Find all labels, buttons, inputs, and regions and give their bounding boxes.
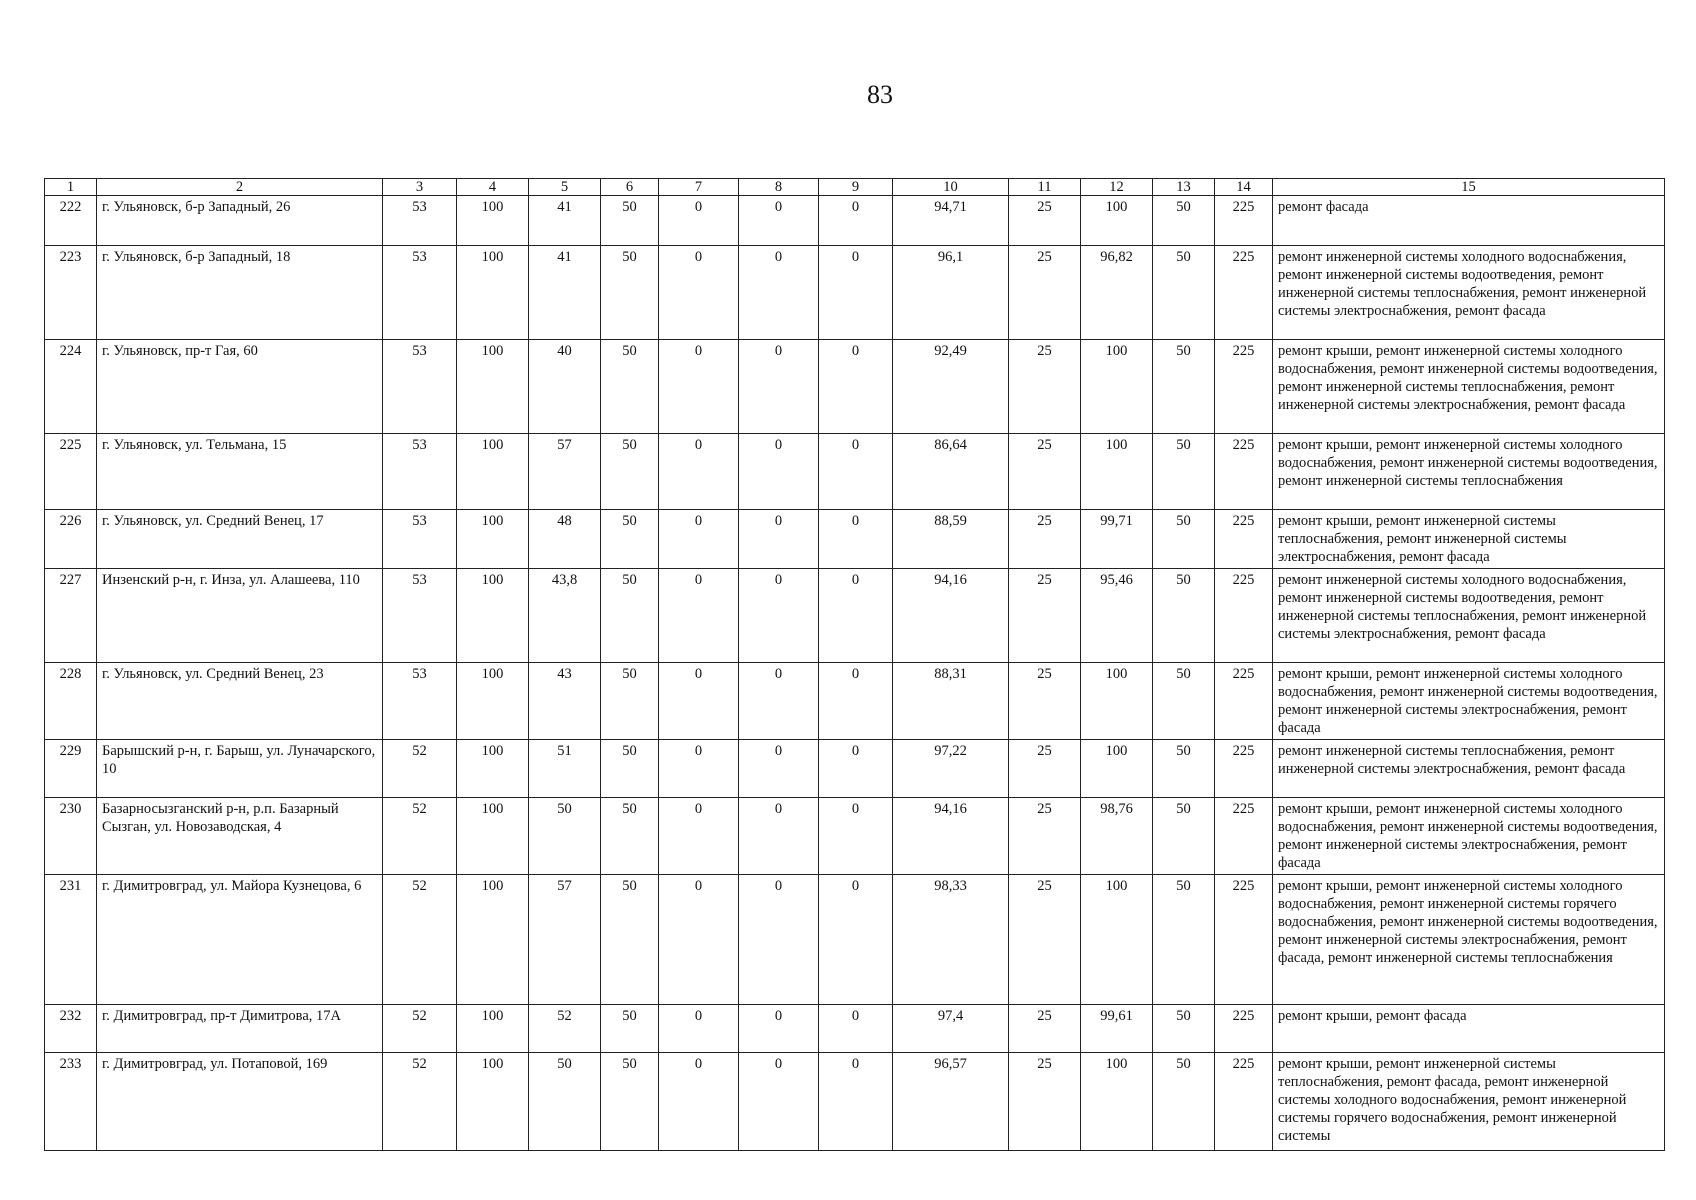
value-cell: 225 bbox=[1215, 246, 1273, 340]
value-cell: 225 bbox=[1215, 569, 1273, 663]
address-cell: Инзенский р-н, г. Инза, ул. Алашеева, 110 bbox=[97, 569, 383, 663]
value-cell: 100 bbox=[457, 569, 529, 663]
value-cell: 0 bbox=[819, 740, 893, 798]
value-cell: 50 bbox=[1153, 798, 1215, 875]
value-cell: 0 bbox=[739, 340, 819, 434]
address-cell: г. Ульяновск, пр-т Гая, 60 bbox=[97, 340, 383, 434]
table-row bbox=[45, 340, 1665, 434]
value-cell: 50 bbox=[601, 798, 659, 875]
value-cell: 225 bbox=[1215, 663, 1273, 740]
value-cell: 100 bbox=[1081, 340, 1153, 434]
column-header: 13 bbox=[1153, 179, 1215, 196]
value-cell: 50 bbox=[601, 875, 659, 1005]
value-cell: 0 bbox=[819, 663, 893, 740]
value-cell: 50 bbox=[1153, 740, 1215, 798]
address-cell: Барышский р-н, г. Барыш, ул. Луначарского, 10 bbox=[97, 740, 383, 798]
value-cell: 50 bbox=[601, 740, 659, 798]
table-row bbox=[45, 196, 1665, 246]
address-cell: Базарносызганский р-н, р.п. Базарный Сызган, ул. Новозаводская, 4 bbox=[97, 798, 383, 875]
value-cell: 53 bbox=[383, 663, 457, 740]
value-cell: 50 bbox=[1153, 510, 1215, 569]
value-cell: 0 bbox=[739, 740, 819, 798]
row-number: 231 bbox=[45, 875, 97, 1005]
row-number: 222 bbox=[45, 196, 97, 246]
row-number: 233 bbox=[45, 1053, 97, 1151]
value-cell: 0 bbox=[819, 196, 893, 246]
value-cell: 53 bbox=[383, 510, 457, 569]
column-number-row bbox=[45, 179, 1665, 196]
value-cell: 0 bbox=[819, 798, 893, 875]
value-cell: 0 bbox=[659, 1053, 739, 1151]
value-cell: 50 bbox=[1153, 246, 1215, 340]
value-cell: 53 bbox=[383, 340, 457, 434]
value-cell: 50 bbox=[1153, 875, 1215, 1005]
value-cell: 50 bbox=[1153, 1005, 1215, 1053]
value-cell: 25 bbox=[1009, 246, 1081, 340]
column-header: 1 bbox=[45, 179, 97, 196]
value-cell: 52 bbox=[383, 875, 457, 1005]
value-cell: 0 bbox=[659, 510, 739, 569]
value-cell: 0 bbox=[739, 510, 819, 569]
value-cell: 0 bbox=[659, 569, 739, 663]
value-cell: 0 bbox=[819, 875, 893, 1005]
table-row bbox=[45, 1053, 1665, 1151]
value-cell: 25 bbox=[1009, 875, 1081, 1005]
value-cell: 0 bbox=[819, 1005, 893, 1053]
works-cell: ремонт крыши, ремонт инженерной системы холодного водоснабжения, ремонт инженерной системы водоотведения, ремонт инженерной системы электроснабжения, ремонт фасада bbox=[1273, 798, 1665, 875]
works-cell: ремонт инженерной системы холодного водоснабжения, ремонт инженерной системы водоотведения, ремонт инженерной системы теплоснабжения, ремонт инженерной системы электроснабжения, ремонт фасада bbox=[1273, 569, 1665, 663]
table-row bbox=[45, 434, 1665, 510]
value-cell: 43,8 bbox=[529, 569, 601, 663]
works-cell: ремонт крыши, ремонт фасада bbox=[1273, 1005, 1665, 1053]
value-cell: 100 bbox=[1081, 196, 1153, 246]
value-cell: 96,57 bbox=[893, 1053, 1009, 1151]
value-cell: 86,64 bbox=[893, 434, 1009, 510]
row-number: 232 bbox=[45, 1005, 97, 1053]
value-cell: 88,31 bbox=[893, 663, 1009, 740]
value-cell: 100 bbox=[457, 510, 529, 569]
address-cell: г. Ульяновск, ул. Тельмана, 15 bbox=[97, 434, 383, 510]
value-cell: 98,76 bbox=[1081, 798, 1153, 875]
value-cell: 92,49 bbox=[893, 340, 1009, 434]
value-cell: 25 bbox=[1009, 340, 1081, 434]
value-cell: 100 bbox=[457, 740, 529, 798]
value-cell: 0 bbox=[659, 196, 739, 246]
table-body bbox=[45, 196, 1665, 1151]
value-cell: 53 bbox=[383, 246, 457, 340]
value-cell: 225 bbox=[1215, 340, 1273, 434]
value-cell: 0 bbox=[819, 1053, 893, 1151]
value-cell: 100 bbox=[457, 875, 529, 1005]
value-cell: 50 bbox=[601, 340, 659, 434]
value-cell: 50 bbox=[601, 1053, 659, 1151]
value-cell: 225 bbox=[1215, 1053, 1273, 1151]
value-cell: 100 bbox=[1081, 1053, 1153, 1151]
column-header: 11 bbox=[1009, 179, 1081, 196]
value-cell: 25 bbox=[1009, 740, 1081, 798]
works-cell: ремонт крыши, ремонт инженерной системы холодного водоснабжения, ремонт инженерной системы водоотведения, ремонт инженерной системы электроснабжения, ремонт фасада bbox=[1273, 663, 1665, 740]
works-cell: ремонт фасада bbox=[1273, 196, 1665, 246]
value-cell: 50 bbox=[529, 1053, 601, 1151]
value-cell: 225 bbox=[1215, 740, 1273, 798]
column-header: 6 bbox=[601, 179, 659, 196]
value-cell: 0 bbox=[819, 434, 893, 510]
value-cell: 0 bbox=[819, 510, 893, 569]
value-cell: 100 bbox=[457, 798, 529, 875]
row-number: 226 bbox=[45, 510, 97, 569]
value-cell: 53 bbox=[383, 569, 457, 663]
value-cell: 25 bbox=[1009, 1053, 1081, 1151]
value-cell: 225 bbox=[1215, 875, 1273, 1005]
row-number: 224 bbox=[45, 340, 97, 434]
value-cell: 50 bbox=[1153, 663, 1215, 740]
works-cell: ремонт крыши, ремонт инженерной системы холодного водоснабжения, ремонт инженерной системы водоотведения, ремонт инженерной системы теплоснабжения, ремонт инженерной системы электроснабжения, ремонт фасада bbox=[1273, 340, 1665, 434]
table-row bbox=[45, 510, 1665, 569]
value-cell: 225 bbox=[1215, 510, 1273, 569]
works-cell: ремонт крыши, ремонт инженерной системы теплоснабжения, ремонт инженерной системы электроснабжения, ремонт фасада bbox=[1273, 510, 1665, 569]
table-row bbox=[45, 875, 1665, 1005]
works-cell: ремонт крыши, ремонт инженерной системы теплоснабжения, ремонт фасада, ремонт инженерной системы холодного водоснабжения, ремонт инженерной системы горячего водоснабжения, ремонт инженерной системы bbox=[1273, 1053, 1665, 1151]
address-cell: г. Димитровград, пр-т Димитрова, 17А bbox=[97, 1005, 383, 1053]
value-cell: 0 bbox=[659, 246, 739, 340]
value-cell: 100 bbox=[457, 1005, 529, 1053]
value-cell: 0 bbox=[739, 663, 819, 740]
value-cell: 50 bbox=[601, 434, 659, 510]
table-row bbox=[45, 1005, 1665, 1053]
value-cell: 99,71 bbox=[1081, 510, 1153, 569]
value-cell: 40 bbox=[529, 340, 601, 434]
value-cell: 0 bbox=[659, 434, 739, 510]
value-cell: 52 bbox=[529, 1005, 601, 1053]
value-cell: 97,4 bbox=[893, 1005, 1009, 1053]
value-cell: 50 bbox=[1153, 434, 1215, 510]
value-cell: 57 bbox=[529, 434, 601, 510]
row-number: 225 bbox=[45, 434, 97, 510]
value-cell: 88,59 bbox=[893, 510, 1009, 569]
value-cell: 50 bbox=[1153, 196, 1215, 246]
value-cell: 50 bbox=[601, 663, 659, 740]
column-header: 12 bbox=[1081, 179, 1153, 196]
value-cell: 52 bbox=[383, 798, 457, 875]
value-cell: 25 bbox=[1009, 510, 1081, 569]
value-cell: 225 bbox=[1215, 1005, 1273, 1053]
value-cell: 43 bbox=[529, 663, 601, 740]
value-cell: 0 bbox=[739, 246, 819, 340]
value-cell: 52 bbox=[383, 1053, 457, 1151]
column-header: 7 bbox=[659, 179, 739, 196]
value-cell: 57 bbox=[529, 875, 601, 1005]
table-row bbox=[45, 569, 1665, 663]
value-cell: 97,22 bbox=[893, 740, 1009, 798]
table-row bbox=[45, 663, 1665, 740]
address-cell: г. Димитровград, ул. Майора Кузнецова, 6 bbox=[97, 875, 383, 1005]
value-cell: 0 bbox=[659, 663, 739, 740]
value-cell: 0 bbox=[739, 798, 819, 875]
value-cell: 25 bbox=[1009, 798, 1081, 875]
value-cell: 0 bbox=[739, 434, 819, 510]
value-cell: 25 bbox=[1009, 434, 1081, 510]
column-header: 2 bbox=[97, 179, 383, 196]
column-header: 3 bbox=[383, 179, 457, 196]
row-number: 228 bbox=[45, 663, 97, 740]
value-cell: 50 bbox=[1153, 340, 1215, 434]
value-cell: 41 bbox=[529, 196, 601, 246]
address-cell: г. Ульяновск, б-р Западный, 26 bbox=[97, 196, 383, 246]
address-cell: г. Ульяновск, ул. Средний Венец, 17 bbox=[97, 510, 383, 569]
value-cell: 98,33 bbox=[893, 875, 1009, 1005]
value-cell: 25 bbox=[1009, 196, 1081, 246]
value-cell: 99,61 bbox=[1081, 1005, 1153, 1053]
value-cell: 52 bbox=[383, 1005, 457, 1053]
value-cell: 100 bbox=[457, 340, 529, 434]
value-cell: 25 bbox=[1009, 1005, 1081, 1053]
value-cell: 100 bbox=[457, 1053, 529, 1151]
value-cell: 100 bbox=[457, 196, 529, 246]
value-cell: 94,71 bbox=[893, 196, 1009, 246]
value-cell: 0 bbox=[659, 740, 739, 798]
row-number: 229 bbox=[45, 740, 97, 798]
works-cell: ремонт крыши, ремонт инженерной системы холодного водоснабжения, ремонт инженерной системы водоотведения, ремонт инженерной системы теплоснабжения bbox=[1273, 434, 1665, 510]
value-cell: 0 bbox=[659, 1005, 739, 1053]
address-cell: г. Ульяновск, б-р Западный, 18 bbox=[97, 246, 383, 340]
value-cell: 225 bbox=[1215, 434, 1273, 510]
value-cell: 25 bbox=[1009, 663, 1081, 740]
value-cell: 0 bbox=[819, 246, 893, 340]
value-cell: 50 bbox=[601, 196, 659, 246]
value-cell: 0 bbox=[659, 340, 739, 434]
value-cell: 52 bbox=[383, 740, 457, 798]
value-cell: 0 bbox=[659, 875, 739, 1005]
value-cell: 50 bbox=[1153, 1053, 1215, 1151]
value-cell: 0 bbox=[819, 340, 893, 434]
column-header: 15 bbox=[1273, 179, 1665, 196]
column-header: 4 bbox=[457, 179, 529, 196]
column-header: 9 bbox=[819, 179, 893, 196]
address-cell: г. Димитровград, ул. Потаповой, 169 bbox=[97, 1053, 383, 1151]
table-row bbox=[45, 740, 1665, 798]
address-cell: г. Ульяновск, ул. Средний Венец, 23 bbox=[97, 663, 383, 740]
value-cell: 225 bbox=[1215, 196, 1273, 246]
column-header: 5 bbox=[529, 179, 601, 196]
value-cell: 100 bbox=[457, 434, 529, 510]
value-cell: 96,1 bbox=[893, 246, 1009, 340]
value-cell: 50 bbox=[601, 246, 659, 340]
value-cell: 94,16 bbox=[893, 569, 1009, 663]
works-cell: ремонт инженерной системы холодного водоснабжения, ремонт инженерной системы водоотведения, ремонт инженерной системы теплоснабжения, ремонт инженерной системы электроснабжения, ремонт фасада bbox=[1273, 246, 1665, 340]
value-cell: 95,46 bbox=[1081, 569, 1153, 663]
value-cell: 53 bbox=[383, 434, 457, 510]
column-header: 10 bbox=[893, 179, 1009, 196]
works-cell: ремонт инженерной системы теплоснабжения, ремонт инженерной системы электроснабжения, ремонт фасада bbox=[1273, 740, 1665, 798]
value-cell: 50 bbox=[601, 569, 659, 663]
repair-registry-table bbox=[44, 178, 1665, 1151]
value-cell: 94,16 bbox=[893, 798, 1009, 875]
value-cell: 50 bbox=[601, 510, 659, 569]
value-cell: 41 bbox=[529, 246, 601, 340]
value-cell: 53 bbox=[383, 196, 457, 246]
value-cell: 50 bbox=[1153, 569, 1215, 663]
table-row bbox=[45, 798, 1665, 875]
row-number: 227 bbox=[45, 569, 97, 663]
value-cell: 100 bbox=[457, 663, 529, 740]
value-cell: 0 bbox=[739, 1005, 819, 1053]
table-row bbox=[45, 246, 1665, 340]
value-cell: 50 bbox=[601, 1005, 659, 1053]
value-cell: 0 bbox=[739, 1053, 819, 1151]
value-cell: 96,82 bbox=[1081, 246, 1153, 340]
value-cell: 0 bbox=[659, 798, 739, 875]
value-cell: 0 bbox=[739, 569, 819, 663]
value-cell: 25 bbox=[1009, 569, 1081, 663]
value-cell: 100 bbox=[1081, 434, 1153, 510]
column-header: 14 bbox=[1215, 179, 1273, 196]
value-cell: 48 bbox=[529, 510, 601, 569]
column-header: 8 bbox=[739, 179, 819, 196]
row-number: 230 bbox=[45, 798, 97, 875]
value-cell: 51 bbox=[529, 740, 601, 798]
works-cell: ремонт крыши, ремонт инженерной системы холодного водоснабжения, ремонт инженерной системы горячего водоснабжения, ремонт инженерной системы водоотведения, ремонт инженерной системы электроснабжения, ремонт фасада, ремонт инженерной системы теплоснабжения bbox=[1273, 875, 1665, 1005]
value-cell: 100 bbox=[1081, 663, 1153, 740]
value-cell: 100 bbox=[1081, 875, 1153, 1005]
page-number: 83 bbox=[867, 80, 893, 109]
value-cell: 50 bbox=[529, 798, 601, 875]
value-cell: 0 bbox=[739, 875, 819, 1005]
value-cell: 225 bbox=[1215, 798, 1273, 875]
value-cell: 100 bbox=[1081, 740, 1153, 798]
row-number: 223 bbox=[45, 246, 97, 340]
value-cell: 0 bbox=[819, 569, 893, 663]
value-cell: 100 bbox=[457, 246, 529, 340]
value-cell: 0 bbox=[739, 196, 819, 246]
